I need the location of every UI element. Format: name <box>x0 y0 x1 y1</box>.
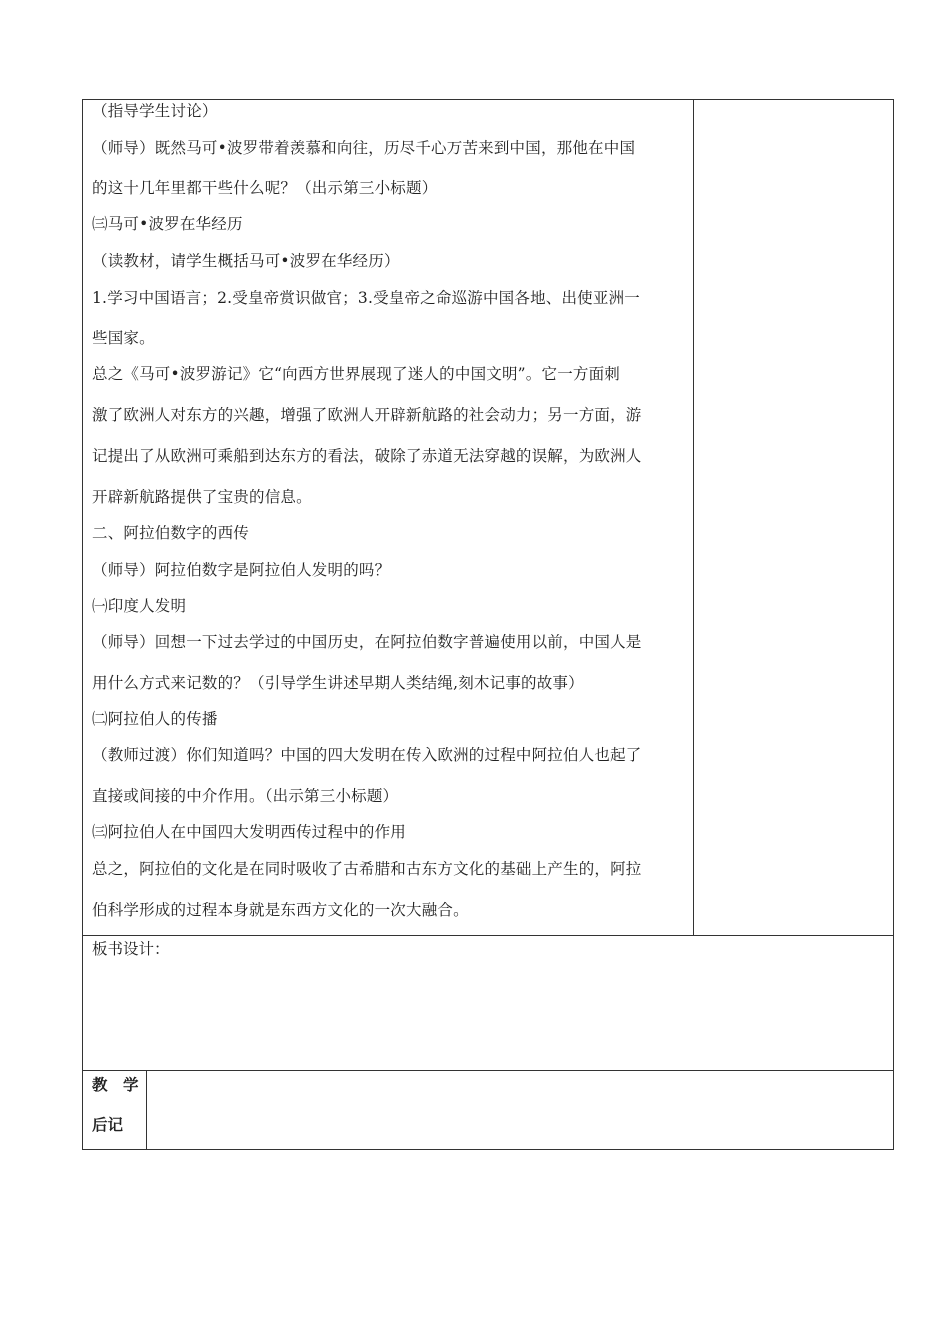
text-line: 总之，阿拉伯的文化是在同时吸收了古希腊和古东方文化的基础上产生的，阿拉 <box>92 860 642 878</box>
text-line: 开辟新航路提供了宝贵的信息。 <box>92 488 312 506</box>
text-line: 记提出了从欧洲可乘船到达东方的看法，破除了赤道无法穿越的误解，为欧洲人 <box>92 447 642 465</box>
text-line: 1.学习中国语言；2.受皇帝赏识做官；3.受皇帝之命巡游中国各地、出使亚洲一 <box>92 289 640 307</box>
postscript-content-cell <box>146 1070 894 1150</box>
subheading: ㈢阿拉伯人在中国四大发明西传过程中的作用 <box>92 823 407 841</box>
text-line: 直接或间接的中介作用。（出示第三小标题） <box>92 787 399 805</box>
text-line: 用什么方式来记数的？（引导学生讲述早期人类结绳,刻木记事的故事） <box>92 674 584 692</box>
postscript-label-line1: 教 学 <box>92 1075 139 1094</box>
text-line: 些国家。 <box>92 329 155 347</box>
text-line: （师导）回想一下过去学过的中国历史，在阿拉伯数字普遍使用以前，中国人是 <box>92 633 642 651</box>
postscript-label-line2: 后记 <box>92 1115 124 1134</box>
section-heading: 二、阿拉伯数字的西传 <box>92 524 250 542</box>
side-notes-cell <box>693 99 894 936</box>
subheading: ㈠印度人发明 <box>92 597 187 615</box>
board-design-title: 板书设计： <box>92 940 170 958</box>
text-line: ㈢马可•波罗在华经历 <box>92 215 243 233</box>
subheading: ㈡阿拉伯人的传播 <box>92 710 218 728</box>
text-line: 的这十几年里都干些什么呢？（出示第三小标题） <box>92 179 438 197</box>
text-line: （读教材，请学生概括马可•波罗在华经历） <box>92 252 400 270</box>
text-line: （指导学生讨论） <box>92 102 218 120</box>
text-line: 总之《马可•波罗游记》它“向西方世界展现了迷人的中国文明”。它一方面刺 <box>92 365 620 383</box>
text-line: 激了欧洲人对东方的兴趣，增强了欧洲人开辟新航路的社会动力；另一方面，游 <box>92 406 642 424</box>
text-line: （教师过渡）你们知道吗？中国的四大发明在传入欧洲的过程中阿拉伯人也起了 <box>92 746 642 764</box>
text-line: （师导）既然马可•波罗带着羡慕和向往，历尽千心万苦来到中国，那他在中国 <box>92 139 636 157</box>
text-line: 伯科学形成的过程本身就是东西方文化的一次大融合。 <box>92 901 469 919</box>
text-line: （师导）阿拉伯数字是阿拉伯人发明的吗？ <box>92 561 391 579</box>
board-design-cell <box>82 935 894 1071</box>
